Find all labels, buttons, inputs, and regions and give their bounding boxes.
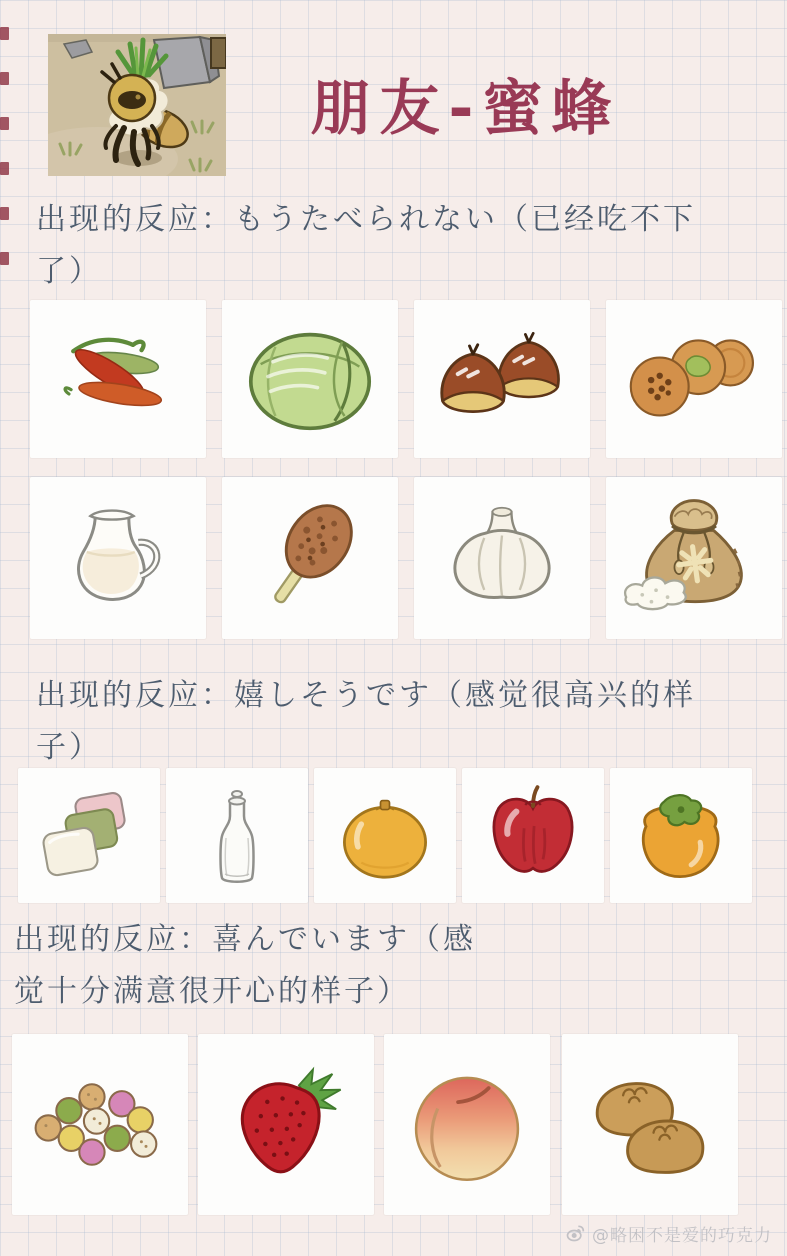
page-edge-mark (0, 72, 9, 85)
reaction-line: 出现的反应：嬉しそうです（感觉很高兴的样 (36, 678, 696, 713)
persimmon-icon (619, 779, 743, 892)
food-card-milk-jug (30, 477, 206, 639)
food-card-apple (462, 768, 604, 903)
food-card-peach (384, 1034, 550, 1215)
rice-crackers-icon (619, 320, 769, 438)
mandarin-orange-icon (323, 779, 447, 892)
food-card-garlic (414, 477, 590, 639)
page-edge-mark (0, 252, 9, 265)
dango-balls-icon (25, 1067, 175, 1182)
food-card-persimmon (610, 768, 752, 903)
watermark-text: @略困不是爱的巧克力 (592, 1225, 772, 1246)
food-card-glass-bottle (166, 768, 308, 903)
apple-icon (472, 775, 594, 897)
reaction-line: 出现的反应：喜んでいます（感 (14, 922, 476, 957)
peach-icon (397, 1055, 537, 1195)
food-card-tricolor-mochi (18, 768, 160, 903)
food-card-strawberry (198, 1034, 374, 1215)
bee-character-icon (48, 34, 226, 176)
reaction-line: 子） (36, 730, 102, 765)
page-edge-mark (0, 162, 9, 175)
page-edge-mark (0, 117, 9, 130)
reaction-line: 出现的反应：もうたべられない（已经吃不下 (36, 202, 696, 237)
reaction-line: 觉十分满意很开心的样子） (14, 974, 410, 1009)
reaction-3-text (14, 914, 476, 1018)
food-card-grilled-mochi-skewer (222, 477, 398, 639)
food-card-dango-balls (12, 1034, 188, 1215)
chestnuts-icon (424, 317, 580, 441)
glass-bottle-icon (197, 776, 277, 896)
cabbage-icon (236, 317, 384, 441)
weibo-icon (565, 1223, 585, 1243)
grilled-mochi-skewer-icon (240, 488, 380, 628)
food-card-cabbage (222, 300, 398, 458)
chili-peppers-icon (43, 315, 193, 443)
strawberry-icon (218, 1057, 354, 1193)
food-card-mandarin-orange (314, 768, 456, 903)
reaction-2-text (36, 670, 696, 774)
steamed-buns-icon (574, 1060, 726, 1189)
milk-jug-icon (52, 492, 184, 624)
food-card-chestnuts (414, 300, 590, 458)
reaction-line: 了） (36, 254, 102, 289)
food-card-chili-peppers (30, 300, 206, 458)
food-card-rice-crackers (606, 300, 782, 458)
page-title: 朋友-蜜蜂 (310, 74, 621, 144)
bee-photo (48, 34, 226, 176)
page-edge-mark (0, 207, 9, 220)
reaction-1-text (36, 194, 696, 298)
food-card-rice-bag (606, 477, 782, 639)
rice-bag-icon (619, 489, 769, 627)
tricolor-mochi-icon (26, 783, 152, 888)
watermark (0, 1219, 772, 1247)
garlic-icon (437, 493, 567, 623)
food-card-steamed-buns (562, 1034, 738, 1215)
page-edge-mark (0, 27, 9, 40)
